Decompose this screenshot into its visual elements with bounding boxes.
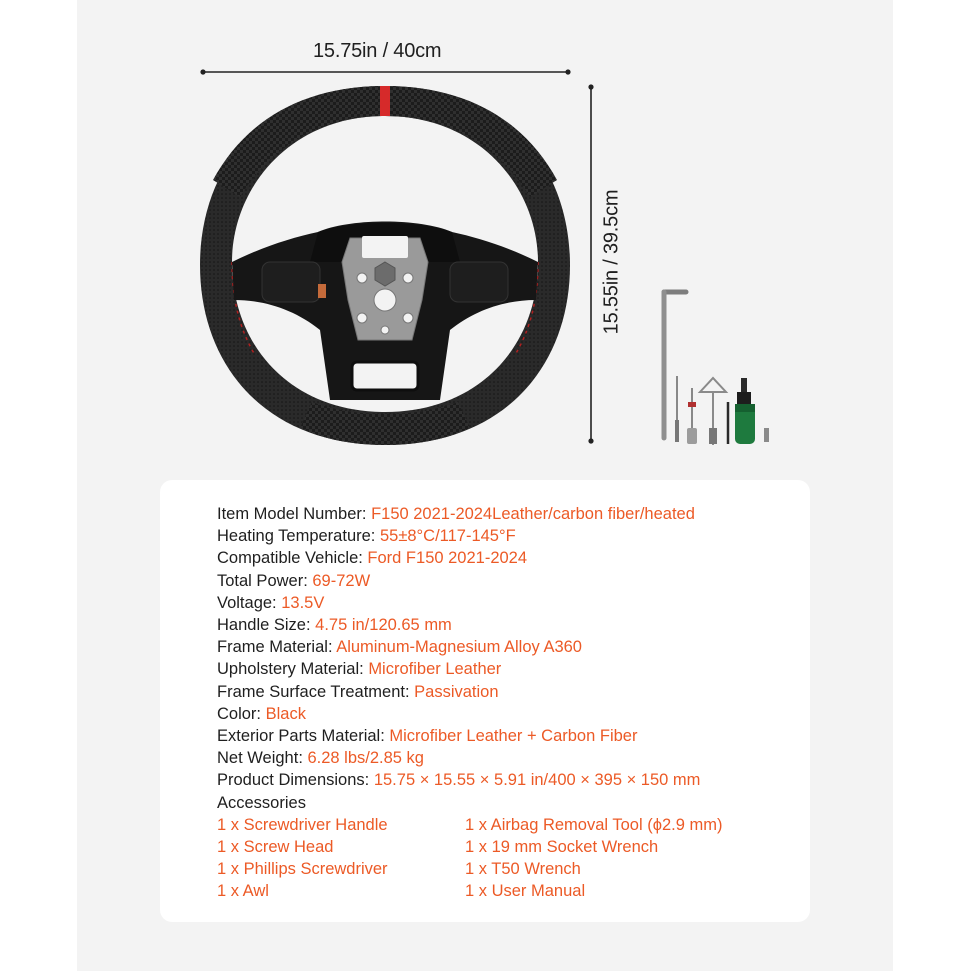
accessory-item: 1 x Screwdriver Handle <box>217 815 388 834</box>
spec-card <box>160 480 810 922</box>
spec-row-color: Color: Black <box>217 704 306 723</box>
width-dimension-label: 15.75in / 40cm <box>313 40 442 62</box>
accessory-item: 1 x User Manual <box>465 882 586 901</box>
spec-row-voltage: Voltage: 13.5V <box>217 593 325 612</box>
spec-row-handle-size: Handle Size: 4.75 in/120.65 mm <box>217 616 452 635</box>
spec-row-net-weight: Net Weight: 6.28 lbs/2.85 kg <box>217 749 424 768</box>
spec-row-compatible-vehicle: Compatible Vehicle: Ford F150 2021-2024 <box>217 549 528 568</box>
width-dimension-line <box>200 69 570 74</box>
accessories-heading: Accessories <box>217 793 306 812</box>
spec-row-product-dimensions: Product Dimensions: 15.75 × 15.55 × 5.91 in/400 × 395 × 150 mm <box>217 771 701 790</box>
accessory-item: 1 x 19 mm Socket Wrench <box>465 838 659 857</box>
steering-wheel-image <box>200 86 570 445</box>
spec-row-heating-temperature: Heating Temperature: 55±8°C/117-145°F <box>217 527 516 546</box>
spec-row-frame-surface-treatment: Frame Surface Treatment: Passivation <box>217 682 499 701</box>
accessory-item: 1 x Phillips Screwdriver <box>217 860 388 879</box>
product-hero <box>0 0 970 470</box>
spec-row-frame-material: Frame Material: Aluminum-Magnesium Alloy A360 <box>217 638 582 657</box>
spec-row-total-power: Total Power: 69-72W <box>217 571 371 590</box>
spec-list <box>217 503 790 903</box>
accessory-item: 1 x Airbag Removal Tool (ϕ2.9 mm) <box>465 815 723 834</box>
product-illustration <box>0 0 970 470</box>
accessories-list <box>217 814 790 903</box>
spec-row-exterior-parts-material: Exterior Parts Material: Microfiber Leather + Carbon Fiber <box>217 727 638 746</box>
accessory-item: 1 x Screw Head <box>217 838 334 857</box>
height-dimension-label: 15.55in / 39.5cm <box>600 189 623 335</box>
spec-row-upholstery-material: Upholstery Material: Microfiber Leather <box>217 660 502 679</box>
accessory-item: 1 x T50 Wrench <box>465 860 581 879</box>
tool-kit-image <box>664 292 769 445</box>
spec-row-model-number: Item Model Number: F150 2021-2024Leather/carbon fiber/heated <box>217 505 695 523</box>
height-dimension-line <box>588 84 593 443</box>
accessory-item: 1 x Awl <box>217 882 269 901</box>
